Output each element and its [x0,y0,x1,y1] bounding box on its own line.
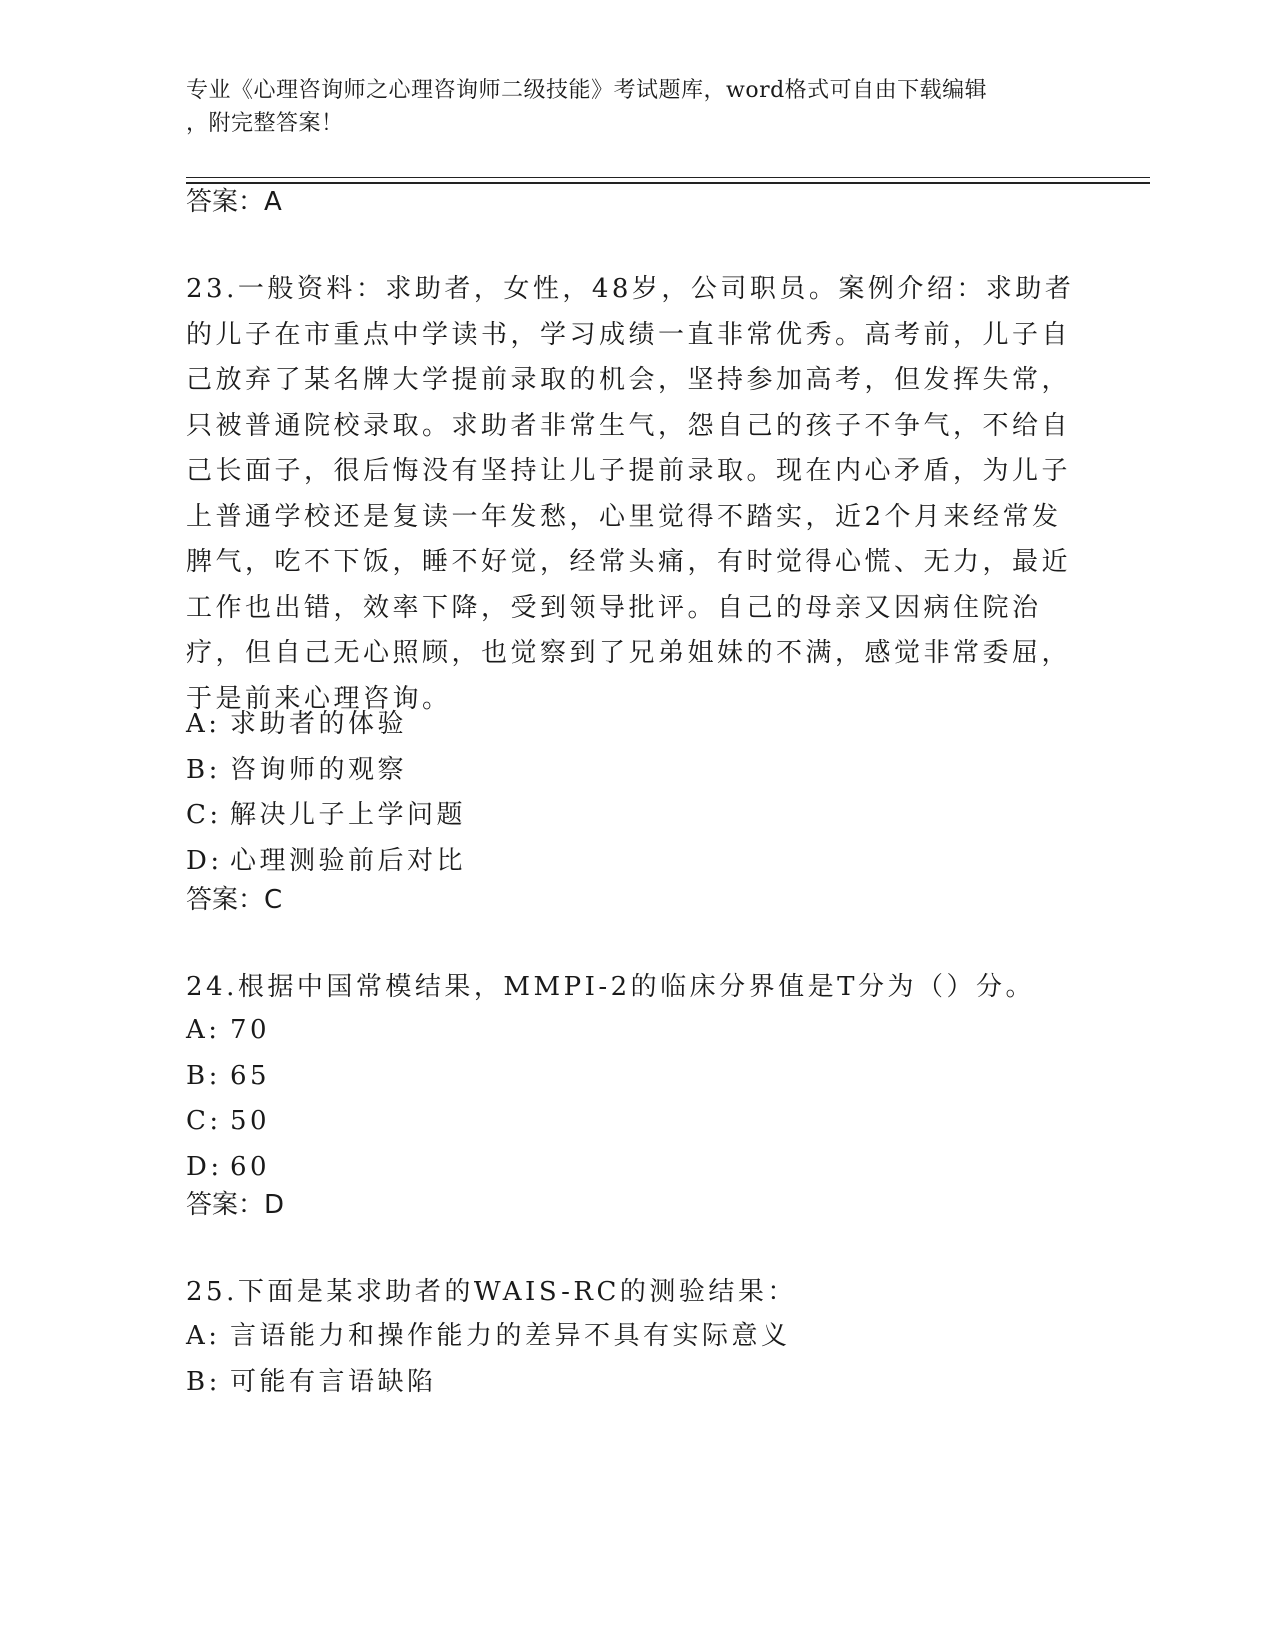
option-24-c: C: 50 [186,1106,271,1136]
answer-22: 答案：A [186,187,282,217]
question-24: 24.根据中国常模结果，MMPI-2的临床分界值是T分为（）分。 [186,972,1036,1002]
option-23-d: D: 心理测验前后对比 [186,845,467,876]
option-23-a: A: 求助者的体验 [186,709,408,739]
option-23-c: C: 解决儿子上学问题 [186,800,467,830]
header-line-1: 专业《心理咨询师之心理咨询师二级技能》考试题库，word格式可自由下载编辑 [186,78,988,103]
answer-23: 答案：C [186,885,283,915]
options-24 [186,1008,1086,1190]
header-line-2: ，附完整答案！ [186,111,344,136]
document-header [186,74,1066,140]
option-24-d: D: 60 [186,1151,271,1182]
option-25-a: A: 言语能力和操作能力的差异不具有实际意义 [186,1321,791,1351]
header-divider-thin [186,177,1150,178]
answer-24: 答案：D [186,1190,285,1220]
question-25: 25.下面是某求助者的WAIS-RC的测验结果： [186,1277,797,1307]
options-25 [186,1314,1086,1405]
option-24-b: B: 65 [186,1060,271,1091]
option-25-b: B: 可能有言语缺陷 [186,1366,437,1397]
option-23-b: B: 咨询师的观察 [186,754,408,785]
option-24-a: A: 70 [186,1015,271,1045]
options-23 [186,702,1086,884]
question-23: 23.一般资料：求助者，女性，48岁，公司职员。案例介绍：求助者的儿子在市重点中学读书，学习成绩一直非常优秀。高考前，儿子自己放弃了某名牌大学提前录取的机会，坚持参加高考，但发挥失常，只被普通院校录取。求助者非常生气，怨自己的孩子不争气，不给自己长面子，很后悔没有坚持让儿子提前录取。现在内心矛盾，为儿子上普通学校还是复读一年发愁，心里觉得不踏实，近2个月来经常发脾气，吃不下饭，睡不好觉，经常头痛，有时觉得心慌、无力，最近工作也出错，效率下降，受到领导批评。自己的母亲又因病住院治疗，但自己无心照顾，也觉察到了兄弟姐妹的不满，感觉非常委屈，于是前来心理咨询。 [186,274,1075,714]
